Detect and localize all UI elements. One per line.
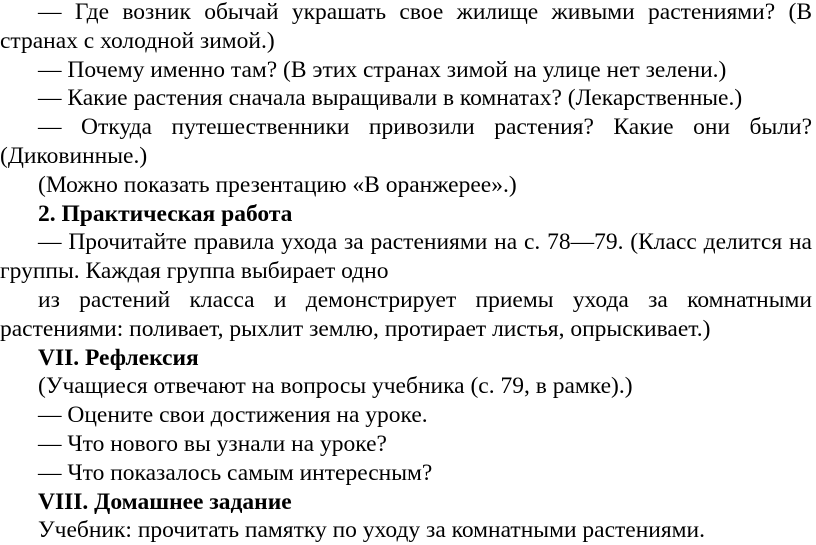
- homework-text: Учебник: прочитать памятку по уходу за комнатными растениями.: [38, 517, 705, 544]
- reflection-intro: (Учащиеся отвечают на вопросы учебника (с. 79, в рамке).): [38, 373, 633, 400]
- heading-reflection: VII. Рефлексия: [38, 344, 199, 371]
- question-origin-custom: — Где возник обычай украшать свое жилище живыми растениями? (В странах с холодной зимой.): [0, 0, 812, 54]
- heading-practical-work: 2. Практическая работа: [38, 200, 293, 227]
- question-which-plants: — Какие растения сначала выращивали в комнатах? (Лекарственные.): [38, 85, 743, 112]
- reflection-evaluate: — Оцените свои достижения на уроке.: [38, 402, 428, 429]
- heading-homework: VIII. Домашнее задание: [38, 488, 292, 515]
- reflection-interesting: — Что показалось самым интересным?: [38, 459, 433, 486]
- practical-demonstration: из растений класса и демонстрирует приемы ухода за комнатными растениями: поливает, рыхлит землю, протирает листья, опрыскивает.): [0, 286, 812, 342]
- question-why-there: — Почему именно там? (В этих странах зимой на улице нет зелени.): [38, 56, 727, 83]
- question-where-from: — Откуда путешественники привозили растения? Какие они были? (Диковинные.): [0, 114, 812, 169]
- presentation-note: (Можно показать презентацию «В оранжерее».): [38, 171, 517, 198]
- practical-instruction: — Прочитайте правила ухода за растениями на с. 78—79. (Класс делится на группы. Каждая группа выбирает одно: [0, 229, 812, 285]
- reflection-new: — Что нового вы узнали на уроке?: [38, 430, 387, 457]
